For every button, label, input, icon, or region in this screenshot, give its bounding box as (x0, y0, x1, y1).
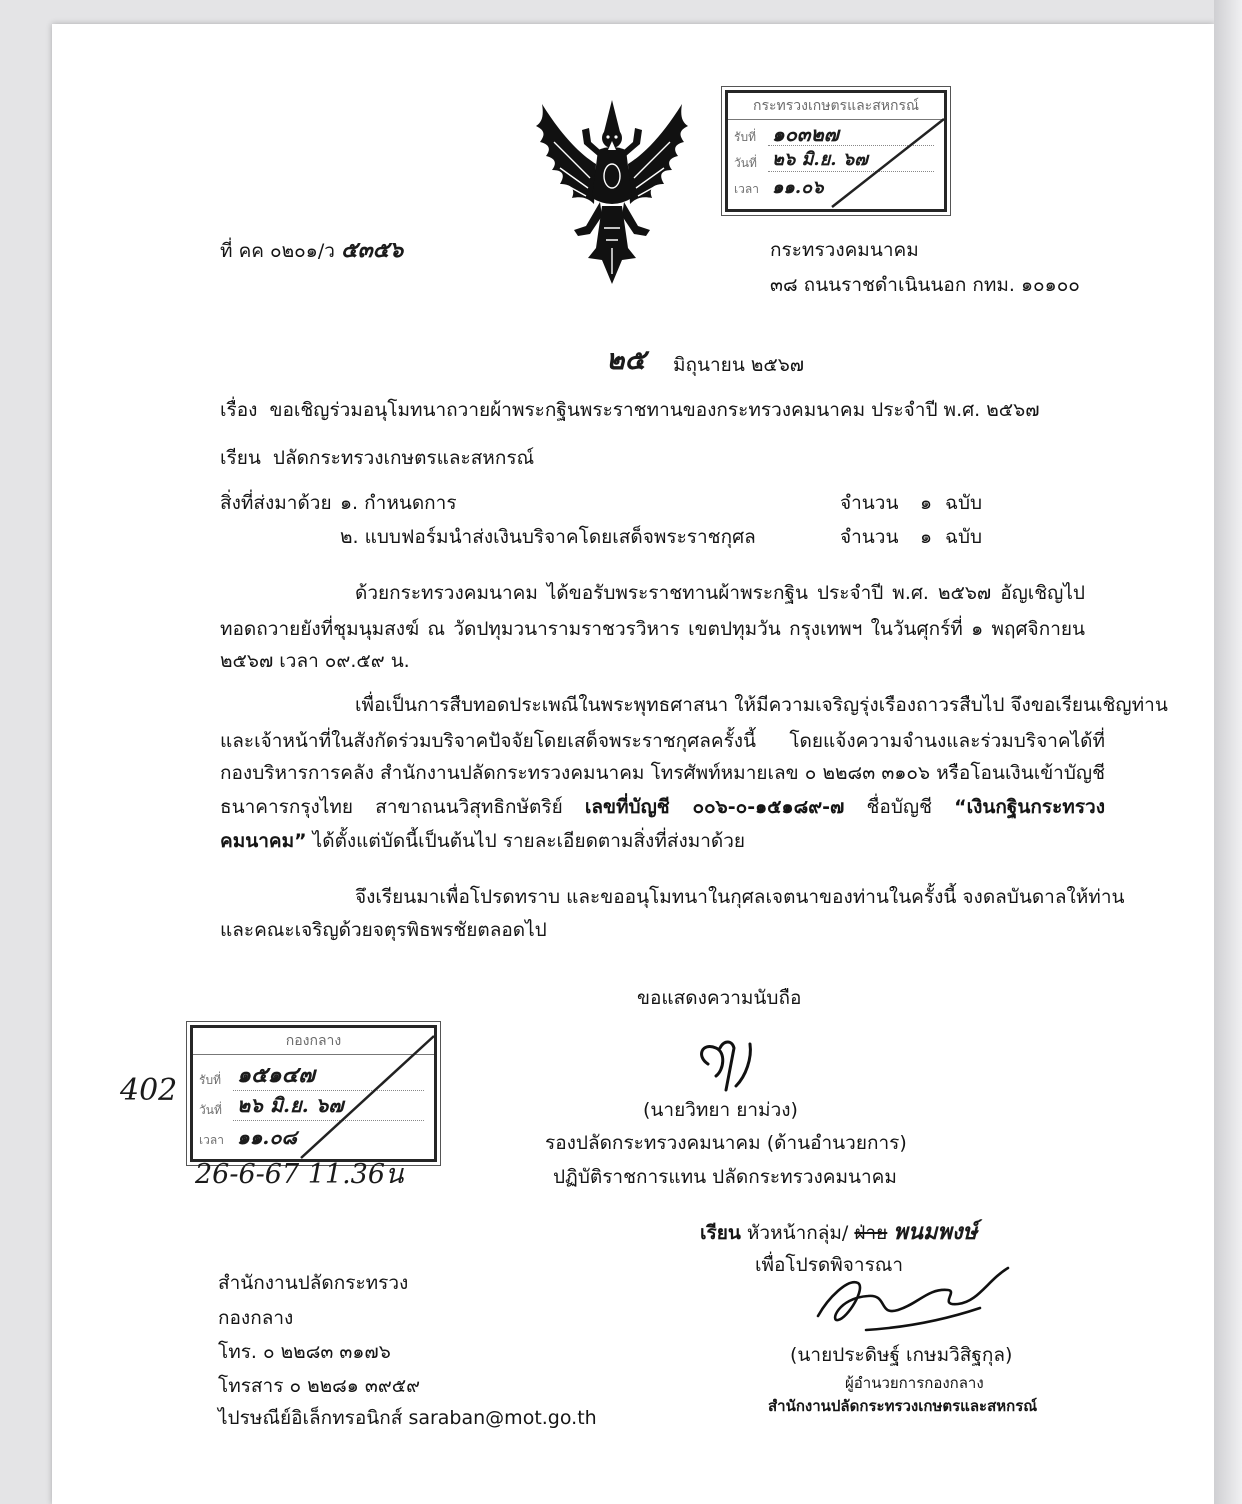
stamp-org: กองกลาง (193, 1028, 434, 1055)
body-line: และเจ้าหน้าที่ในสังกัดร่วมบริจาคปัจจัยโดยเสด็จพระราชกุศลครั้งนี้ โดยแจ้งความจำนงและร่วมบริจาคได้ที่ (220, 730, 1105, 752)
stamp-time: ๑๑.๐๘ (237, 1125, 297, 1149)
signature (690, 1018, 790, 1098)
routing-signer-office: สำนักงานปลัดกระทรวงเกษตรและสหกรณ์ (768, 1397, 1038, 1415)
stamp-date: ๒๖ มิ.ย. ๖๗ (237, 1093, 344, 1117)
signer-name: (นายวิทยา ยาม่วง) (643, 1099, 798, 1121)
stamp-received-number: ๑๕๑๔๗ (237, 1062, 315, 1088)
receipt-stamp-top (725, 90, 947, 212)
routing-signer-position: ผู้อำนวยการกองกลาง (845, 1374, 984, 1392)
reference-number (220, 237, 403, 263)
routing-signer-name: (นายประดิษฐ์ เกษมวิสิฐกุล) (790, 1344, 1013, 1366)
ministry-name: กระทรวงคมนาคม (770, 239, 919, 261)
reference-label: ที่ (220, 240, 233, 262)
routing-line (700, 1219, 977, 1245)
handwritten-number: 402 (120, 1073, 178, 1108)
signature (808, 1258, 1018, 1338)
sender-email: saraban@mot.go.th (408, 1407, 597, 1429)
enclosure-item: ๒. แบบฟอร์มนำส่งเงินบริจาคโดยเสด็จพระราชกุศล (340, 526, 756, 548)
account-name-continued: คมนาคม” (220, 830, 307, 852)
stamp-diagonal-line (728, 93, 944, 209)
salutation-line (220, 445, 534, 471)
stamp-received-label: รับที่ (734, 130, 756, 144)
body-line: ด้วยกระทรวงคมนาคม ได้ขอรับพระราชทานผ้าพระกฐิน ประจำปี พ.ศ. ๒๕๖๗ อัญเชิญไป (355, 582, 1085, 604)
salutation-label: เรียน (220, 447, 261, 469)
sender-division: กองกลาง (218, 1307, 294, 1329)
closing-text: ขอแสดงความนับถือ (637, 987, 802, 1009)
stamp-time-label: เวลา (199, 1133, 224, 1147)
receipt-stamp-bottom (190, 1025, 437, 1162)
bank-branch-text: ธนาคารกรุงไทย สาขาถนนวิสุทธิกษัตริย์ (220, 796, 563, 818)
enclosure-unit: ฉบับ (945, 492, 983, 514)
stamp-date-label: วันที่ (199, 1103, 222, 1117)
signer-position: รองปลัดกระทรวงคมนาคม (ด้านอำนวยการ) (545, 1132, 907, 1154)
enclosures-label: สิ่งที่ส่งมาด้วย (220, 492, 332, 514)
stamp-diagonal-line (193, 1028, 434, 1159)
body-line: ๒๕๖๗ เวลา ๐๙.๕๙ น. (220, 650, 410, 672)
stamp-time-label: เวลา (734, 182, 759, 196)
subject-label: เรื่อง (220, 399, 258, 421)
body-line: จึงเรียนมาเพื่อโปรดทราบ และขออนุโมทนาในกุศลเจตนาของท่านในครั้งนี้ จงดลบันดาลให้ท่าน (355, 886, 1125, 908)
routing-name-handwritten: พนมพงษ์ (893, 1219, 978, 1245)
sender-office: สำนักงานปลัดกระทรวง (218, 1272, 409, 1294)
ministry-address: ๓๘ ถนนราชดำเนินนอก กทม. ๑๐๑๐๐ (770, 274, 1080, 296)
stamp-received-label: รับที่ (199, 1073, 221, 1087)
routing-to: หัวหน้ากลุ่ม/ (746, 1222, 849, 1244)
handwritten-datetime: 26-6-67 11.36น (195, 1159, 404, 1190)
date-month-year: มิถุนายน ๒๕๖๗ (673, 354, 805, 376)
garuda-emblem (532, 98, 692, 288)
enclosure-qty-label: จำนวน (840, 526, 899, 548)
subject-text: ขอเชิญร่วมอนุโมทนาถวายผ้าพระกฐินพระราชทานของกระทรวงคมนาคม ประจำปี พ.ศ. ๒๕๖๗ (269, 399, 1040, 421)
reference-code: คค ๐๒๐๑/ว (238, 240, 335, 262)
enclosure-item: ๑. กำหนดการ (340, 492, 457, 514)
sender-fax: โทรสาร ๐ ๒๒๘๑ ๓๙๕๙ (218, 1375, 421, 1397)
account-name: “เงินกฐินกระทรวง (954, 796, 1105, 818)
date-day-handwritten: ๒๕ (606, 343, 646, 376)
stamp-org: กระทรวงเกษตรและสหกรณ์ (728, 93, 944, 120)
stamp-time: ๑๑.๐๖ (772, 177, 824, 198)
account-number: เลขที่บัญชี ๐๐๖-๐-๑๕๑๘๙-๗ (584, 796, 845, 818)
body-line: เพื่อเป็นการสืบทอดประเพณีในพระพุทธศาสนา ให้มีความเจริญรุ่งเรืองถาวรสืบไป จึงขอเรียนเชิญท่าน (355, 694, 1168, 716)
enclosure-qty: ๑ (920, 492, 933, 514)
stamp-date: ๒๖ มิ.ย. ๖๗ (772, 149, 868, 170)
body-line: ทอดถวายยังที่ชุมนุมสงฆ์ ณ วัดปทุมวนารามราชวรวิหาร เขตปทุมวัน กรุงเทพฯ ในวันศุกร์ที่ ๑ พฤศจิกายน (220, 618, 1085, 640)
routing-struck: ฝ่าย (854, 1222, 888, 1244)
signer-acting: ปฏิบัติราชการแทน ปลัดกระทรวงคมนาคม (553, 1166, 897, 1188)
scan-edge (1214, 0, 1242, 1504)
sender-email-line (218, 1405, 597, 1431)
sender-email-label: ไปรษณีย์อิเล็กทรอนิกส์ (218, 1407, 403, 1429)
stamp-received-number: ๑๐๓๒๗ (772, 122, 839, 146)
enclosure-qty: ๑ (920, 526, 933, 548)
sender-tel: โทร. ๐ ๒๒๘๓ ๓๑๗๖ (218, 1341, 391, 1363)
body-line (220, 794, 1105, 820)
account-name-label: ชื่อบัญชี (866, 796, 932, 818)
subject-line (220, 397, 1040, 423)
routing-label: เรียน (700, 1222, 741, 1244)
body-line: กองบริหารการคลัง สำนักงานปลัดกระทรวงคมนาคม โทรศัพท์หมายเลข ๐ ๒๒๘๓ ๓๑๐๖ หรือโอนเงินเข้าบัญชี (220, 762, 1105, 784)
stamp-date-label: วันที่ (734, 156, 757, 170)
salutation-text: ปลัดกระทรวงเกษตรและสหกรณ์ (272, 447, 535, 469)
enclosure-qty-label: จำนวน (840, 492, 899, 514)
body-text: ได้ตั้งแต่บัดนี้เป็นต้นไป รายละเอียดตามสิ่งที่ส่งมาด้วย (312, 830, 746, 852)
routing-action: เพื่อโปรดพิจารณา (755, 1254, 904, 1276)
enclosure-unit: ฉบับ (945, 526, 983, 548)
body-line: และคณะเจริญด้วยจตุรพิธพรชัยตลอดไป (220, 919, 547, 941)
reference-handwritten: ๕๓๕๖ (340, 237, 404, 263)
body-line (220, 828, 745, 854)
